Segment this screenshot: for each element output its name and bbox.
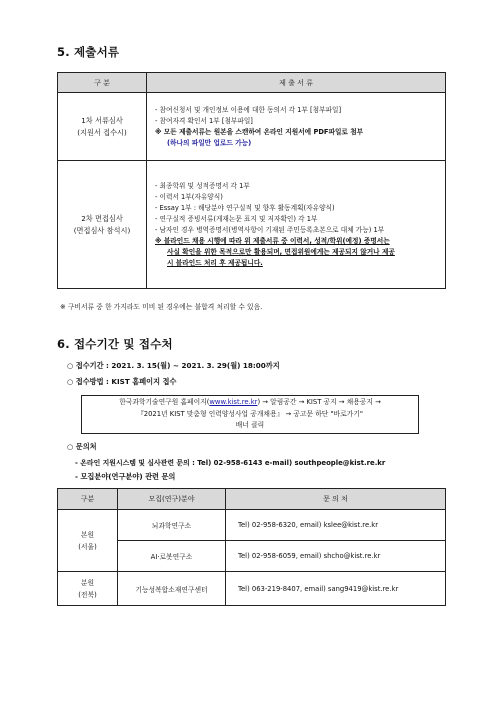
table-header-row <box>58 73 446 93</box>
contact-cell: Tel) 02-958-6320, email) kslee@kist.re.kr <box>226 510 446 541</box>
path-line <box>82 397 418 409</box>
row-label-line: (지원서 접수시) <box>77 127 127 137</box>
row-label <box>58 93 147 161</box>
path-text: ) → 알림공간 → KIST 공지 → 채용공지 → <box>257 398 381 406</box>
col-header-documents: 제 출 서 류 <box>147 73 446 93</box>
contact-header-row <box>58 489 446 510</box>
group-cell <box>58 572 118 606</box>
inquiry-title: ○ 문의처 <box>67 442 97 451</box>
contact-cell: Tel) 02-958-6059, email) shcho@kist.re.kr <box>226 541 446 572</box>
field-cell: AI·로봇연구소 <box>118 541 226 572</box>
period-text: ○ 접수기간 : 2021. 3. 15(월) ~ 2021. 3. 29(월) 18:00까지 <box>67 361 280 370</box>
application-path-box <box>81 395 419 434</box>
inquiry-field: - 모집분야(연구분야) 관련 문의 <box>75 472 176 481</box>
row-label-line: 2차 면접심사 <box>81 213 123 223</box>
row-label-line: (면접심사 참석시) <box>73 225 131 235</box>
col-header-contact: 문 의 처 <box>226 489 446 510</box>
field-cell: 뇌과학연구소 <box>118 510 226 541</box>
table-row <box>58 161 446 289</box>
list-item: - Essay 1부 : 해당분야 연구실적 및 향후 활동계획(자유양식) <box>155 204 335 213</box>
method-text: ○ 접수방법 : KIST 홈페이지 접수 <box>67 377 177 386</box>
group-line: 본원 <box>80 530 95 539</box>
col-header-group: 구분 <box>58 489 118 510</box>
note-text: 사실 확인을 위한 목적으로만 활용되며, 면접위원에게는 제공되지 않거나 제공 <box>167 247 395 256</box>
col-header-category: 구 분 <box>58 73 147 93</box>
note-text: ※ 모든 제출서류는 원본을 스캔하여 온라인 지원서에 PDF파일로 첨부 <box>155 128 364 136</box>
path-text: 한국과학기술연구원 홈페이지( <box>119 398 210 406</box>
note-highlight: (하나의 파일만 업로드 가능) <box>167 138 252 147</box>
list-item: - 최종학위 및 성적증명서 각 1부 <box>155 182 250 191</box>
note-text: 시 블라인드 처리 후 제공됩니다. <box>167 258 263 267</box>
row-label-line: 1차 서류심사 <box>81 115 123 125</box>
list-item: - 남자인 경우 병역증명서(병역사항이 기재된 주민등록초본으로 대체 가능) 1부 <box>155 226 385 234</box>
contact-cell: Tel) 063-219-8407, email) sang9419@kist.re.kr <box>226 572 446 606</box>
table-row <box>58 93 446 161</box>
group-line: 분원 <box>80 578 95 587</box>
group-cell <box>58 510 118 572</box>
table-row <box>58 572 446 606</box>
kist-homepage-link[interactable]: www.kist.re.kr <box>209 398 258 406</box>
col-header-field: 모집(연구)분야 <box>118 489 226 510</box>
documents-table <box>57 72 446 289</box>
table-row <box>58 510 446 541</box>
row-documents <box>147 93 446 161</box>
list-item: - 이력서 1부(자유양식) <box>155 193 223 202</box>
group-line: (전북) <box>78 590 97 599</box>
path-line: 배너 클릭 <box>235 421 265 429</box>
inquiry-online: - 온라인 지원시스템 및 심사관련 문의 : Tel) 02-958-6143 e-mail) southpeople@kist.re.kr <box>75 459 386 467</box>
group-line: (서울) <box>78 542 97 551</box>
contact-table <box>57 488 446 606</box>
footnote: ※ 구비서류 중 한 가지라도 미비 된 경우에는 불합격 처리할 수 있음. <box>60 303 263 311</box>
field-cell: 기능성복합소재연구센터 <box>118 572 226 606</box>
row-label <box>58 161 147 289</box>
section5-title: 5. 제출서류 <box>57 45 120 59</box>
row-documents <box>147 161 446 289</box>
list-item: - 참여자격 확인서 1부 [첨부파일] <box>155 117 253 126</box>
note-text: ※ 블라인드 채용 시행에 따라 위 제출서류 중 이력서, 성적/학위(예정) 증명서는 <box>155 236 390 245</box>
list-item: - 연구실적 증빙서류(게재논문 표지 및 저자확인) 각 1부 <box>155 215 318 224</box>
section6-title: 6. 접수기간 및 접수처 <box>57 337 173 351</box>
path-line: 『2021년 KIST 맞춤형 인력양성사업 공개채용』 → 공고문 하단 "바로가기" <box>136 409 364 418</box>
list-item: - 참여신청서 및 개인정보 이용에 대한 동의서 각 1부 [첨부파일] <box>155 106 342 115</box>
